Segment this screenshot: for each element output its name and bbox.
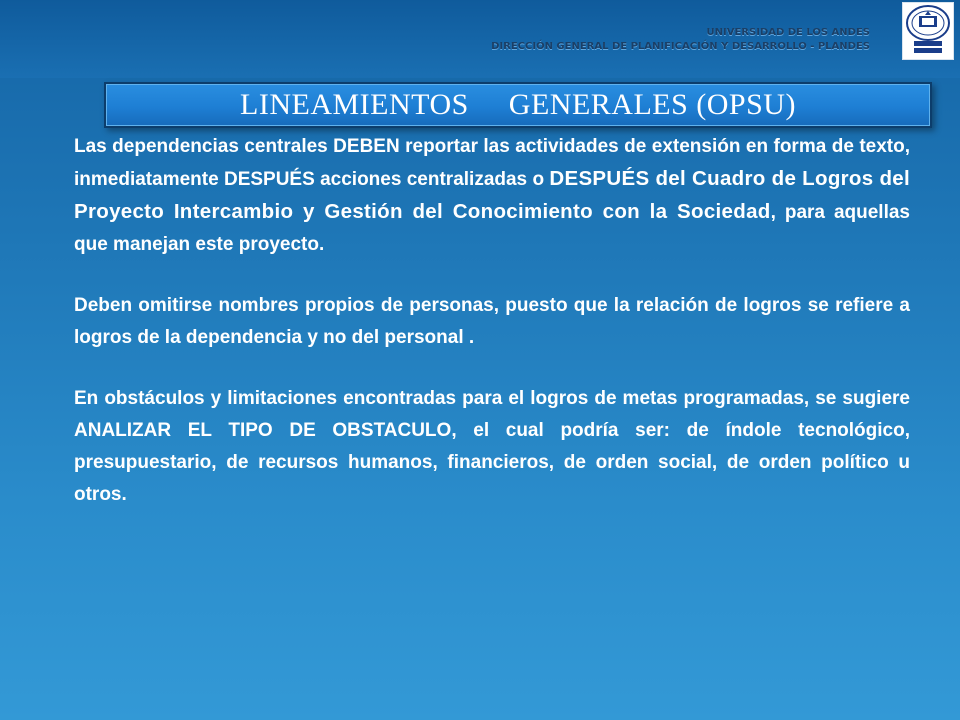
paragraph-reporting-part1: Las dependencias centrales DEBEN reportar las actividades de extensión en forma de texto, inmediatamente DESPUÉS acciones centralizadas o (74, 136, 910, 190)
institution-block (491, 26, 870, 54)
title-box (104, 82, 932, 128)
department-name: DIRECCIÓN GENERAL DE PLANIFICACIÓN Y DESARROLLO - PLANDES (491, 41, 870, 52)
paragraph-names: Deben omitirse nombres propios de personas, puesto que la relación de logros se refiere a logros de la dependencia y no del personal . (74, 295, 910, 348)
institution-name: UNIVERSIDAD DE LOS ANDES (706, 27, 870, 38)
page-title: LINEAMIENTOS GENERALES (OPSU) (240, 88, 796, 121)
slide-content (74, 131, 910, 511)
paragraph-reporting (74, 131, 910, 261)
paragraph-reporting-part3: , para aquellas que manejan este proyecto. (74, 202, 911, 255)
university-seal-icon (903, 3, 953, 59)
paragraph-reporting-part2: DESPUÉS del Cuadro de Logros del Proyecto Intercambio y Gestión del Conocimiento con la Sociedad (74, 167, 910, 223)
university-logo (902, 2, 954, 60)
paragraph-obstacles: En obstáculos y limitaciones encontradas para el logros de metas programadas, se sugiere ANALIZAR EL TIPO DE OBSTACULO, el cual podría ser: de índole tecnológico, presupuestario, de recursos humanos, financieros, de orden social, de orden político u otros. (74, 388, 910, 505)
